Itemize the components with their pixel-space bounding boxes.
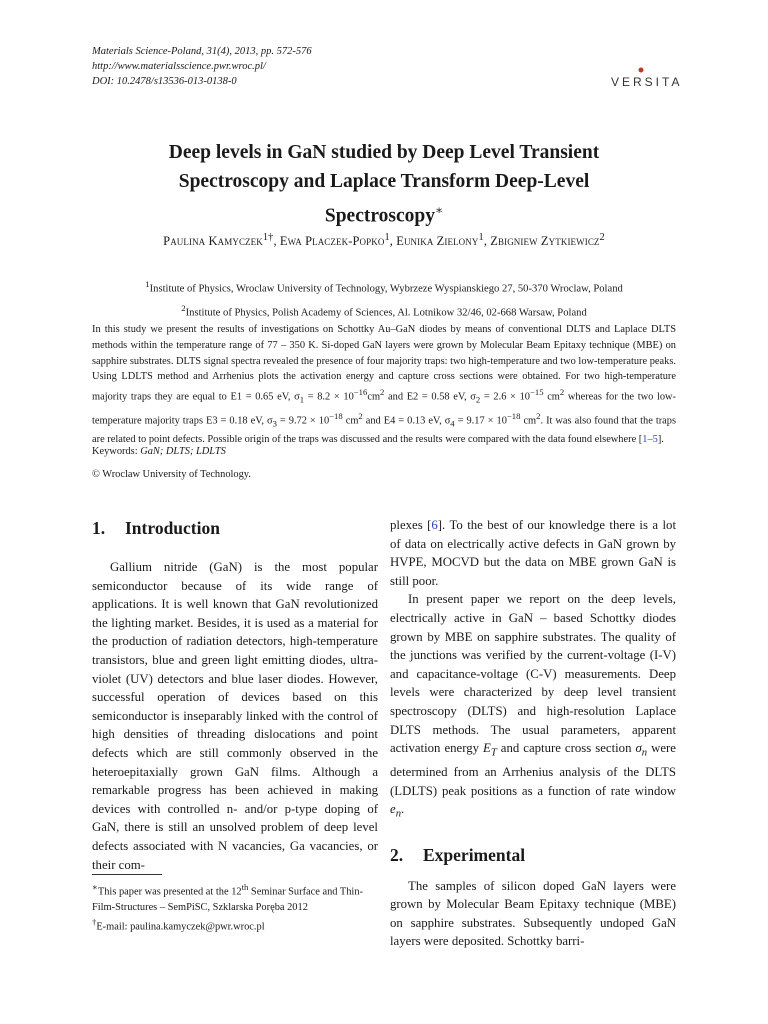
abstract-exp: −18	[506, 410, 521, 421]
intro-paragraph-2	[390, 590, 676, 824]
column-right	[390, 516, 676, 951]
section-title: Introduction	[125, 518, 220, 538]
section-number: 1.	[92, 518, 106, 538]
affiliation-1	[92, 275, 676, 299]
abstract-text: = 9.72 × 10	[276, 415, 330, 426]
abstract-text: cm	[367, 391, 381, 403]
footnote-text: Seminar Surface and Thin-Film-Structures – SemPiSC, Szklarska Poręba 2012	[92, 886, 363, 913]
abstract-text: cm	[342, 415, 359, 426]
author-name: Zbigniew Zytkiewicz	[490, 234, 600, 249]
abstract	[92, 322, 676, 448]
journal-citation: Materials Science-Poland, 31(4), 2013, pp. 572-576	[92, 46, 312, 57]
abstract-text: = 9.17 × 10	[454, 415, 507, 426]
title-line-3-text: Spectroscopy	[324, 205, 435, 227]
abstract-text: . It was also found that the traps are related to point defects. Possible origin of the traps was discussed and the results were compared with the data found elsewhere [	[92, 415, 677, 445]
author-affil-mark: 1	[478, 232, 484, 243]
math-sub: n	[395, 809, 402, 820]
footnote-2	[92, 915, 382, 935]
abstract-text: = 8.2 × 10	[304, 391, 354, 403]
math-symbol: e	[390, 802, 396, 817]
body-text: ]. To the best of our knowledge there is a lot of data on electrically active defects in GaN grown by HVPE, MOCVD but the data on MBE grown GaN is still poor.	[390, 518, 676, 588]
logo-text: VERSITA	[611, 75, 683, 89]
math-sub: n	[641, 747, 648, 759]
author-name: Eunika Zielony	[396, 234, 479, 249]
footnote-mark: †	[92, 917, 97, 928]
journal-header	[92, 44, 312, 89]
footnote-1	[92, 880, 382, 915]
footnote-text: This paper was presented at the 12	[97, 886, 242, 898]
math-symbol: σ	[635, 741, 642, 756]
intro-paragraph: Gallium nitride (GaN) is the most popular semiconductor because of its wide range of applications. It is well known that GaN revolutionized the lighting market. Besides, it is used as a material for the production of radiation detectors, high-temperature transistors, blue and green light emitting diodes, ultra-violet (UV) detectors and blue laser diodes. However, successful operation of devices based on this semiconductor is inseparably linked with the control of high densities of threading dislocations and point defects which are still commonly observed in the heteroepitaxially grown GaN films. Although a remarkable progress has been achieved in making devices with controlled n- and/or p-type doping of GaN, there is still an unsolved problem of deep level defects associated with N vacancies, Ga vacancies, or their com-	[92, 560, 378, 872]
abstract-exp: 2	[358, 410, 363, 421]
abstract-exp: 2	[380, 387, 385, 398]
footnote-sup: th	[241, 882, 249, 892]
math-symbol: E	[483, 741, 491, 756]
publisher-logo	[611, 75, 682, 89]
abstract-sub: 1	[299, 394, 305, 405]
math-sub: T	[490, 747, 497, 759]
abstract-exp: 2	[536, 410, 541, 421]
footnotes	[92, 880, 382, 935]
affiliation-num: 2	[181, 302, 186, 313]
abstract-text: and E4 = 0.13 eV, σ	[362, 415, 451, 426]
section-title: Experimental	[423, 844, 526, 865]
journal-url[interactable]: http://www.materialsscience.pwr.wroc.pl/	[92, 61, 266, 72]
keywords-label: Keywords:	[92, 446, 138, 457]
author-name: Paulina Kamyczek	[163, 234, 263, 249]
affiliation-num: 1	[145, 279, 150, 289]
footnote-email[interactable]: E-mail: paulina.kamyczek@pwr.wroc.pl	[96, 921, 265, 933]
footnote-mark: ∗	[92, 882, 98, 892]
keywords	[92, 446, 226, 457]
author-name: Ewa Placzek-Popko	[279, 234, 385, 249]
abstract-exp: 2	[559, 387, 565, 398]
abstract-text: whereas for the two low-temperature majority traps E3 = 0.18 eV, σ	[92, 391, 676, 426]
keywords-value: GaN; DLTS; LDLTS	[140, 446, 226, 457]
author-list: Paulina Kamyczek$^{1\dagger}$, Ewa Placzek-Popko$^1$, Eunika Zielony$^1$, Zbigniew Zytkiewicz$^2$	[163, 232, 605, 249]
body-text: .	[401, 802, 405, 817]
abstract-exp: −15	[529, 387, 544, 398]
section-heading-experimental	[390, 843, 676, 867]
author-affil-mark: 2	[599, 232, 605, 243]
abstract-sub: 2	[475, 394, 481, 405]
abstract-text: = 2.6 × 10	[480, 391, 530, 403]
section-heading-introduction	[92, 516, 378, 540]
body-text: plexes [	[390, 518, 432, 532]
abstract-text: cm	[520, 415, 537, 426]
copyright: © Wroclaw University of Technology.	[92, 469, 251, 480]
citation-link[interactable]: 6	[431, 518, 438, 532]
citation-link[interactable]: 1–5	[642, 433, 658, 445]
abstract-text: cm	[543, 391, 560, 403]
body-text: and capture cross section	[496, 741, 636, 756]
affiliation-text: Institute of Physics, Wroclaw University of Technology, Wybrzeze Wyspianskiego 27, 50-370 Wroclaw, Poland	[149, 283, 623, 295]
intro-paragraph-continued	[390, 516, 676, 590]
abstract-sub: 4	[450, 418, 455, 429]
abstract-text: ].	[657, 433, 664, 445]
doi[interactable]: DOI: 10.2478/s13536-013-0138-0	[92, 76, 237, 87]
title-line-2: Spectroscopy and Laplace Transform Deep-Level	[178, 170, 590, 192]
paper-title	[92, 139, 676, 231]
author-affil-mark: 1†	[262, 232, 274, 243]
title-line-1: Deep levels in GaN studied by Deep Level Transient	[168, 142, 600, 163]
author-affil-mark: 1	[384, 232, 390, 243]
affiliation-2	[92, 299, 676, 323]
affiliation-text: Institute of Physics, Polish Academy of Sciences, Al. Lotnikow 32/46, 02-668 Warsaw, Poland	[185, 307, 587, 319]
experimental-paragraph: The samples of silicon doped GaN layers were grown by Molecular Beam Epitaxy technique (MBE) on sapphire substrates. Subsequently undoped GaN layers were deposited. Schottky barri-	[390, 878, 676, 949]
section-number: 2.	[390, 844, 404, 865]
column-left	[92, 516, 378, 874]
affiliations	[92, 275, 676, 322]
body-text: In present paper we report on the deep levels, electrically active in GaN – based Schottky diodes grown by MBE on sapphire substrates. The quality of the junctions was verified by the current-voltage (I-V) and capacitance-voltage (C-V) measurements. Deep levels were characterized by deep level transient spectroscopy (DLTS) and high-resolution Laplace DLTS methods. The usual parameters, apparent activation energy	[390, 592, 676, 756]
abstract-exp: −18	[329, 410, 343, 421]
title-line-3	[92, 196, 676, 231]
title-footnote-mark: ∗	[434, 203, 444, 217]
abstract-exp: −16	[353, 387, 368, 398]
abstract-text: In this study we present the results of investigations on Schottky Au–GaN diodes by means of conventional DLTS and Laplace DLTS methods within the temperature range of 77 – 350 K. Si-doped GaN layers were grown by Molecular Beam Epitaxy technique (MBE) on sapphire substrates. DLTS signal spectra revealed the presence of four majority traps: two high-temperature and two low-temperature peaks. Using LDLTS method and Arrhenius plots the activation energy and capture cross sections were obtained. For two high-temperature majority traps they are equal to E1 = 0.65 eV, σ	[92, 324, 676, 403]
abstract-text: and E2 = 0.58 eV, σ	[384, 391, 476, 403]
abstract-sub: 3	[272, 418, 277, 429]
body-text: were determined from an Arrhenius analysis of the DLTS (LDLTS) peak positions as a function of rate window	[390, 741, 676, 798]
logo-dot-icon	[637, 66, 645, 74]
footnote-divider	[92, 874, 162, 875]
